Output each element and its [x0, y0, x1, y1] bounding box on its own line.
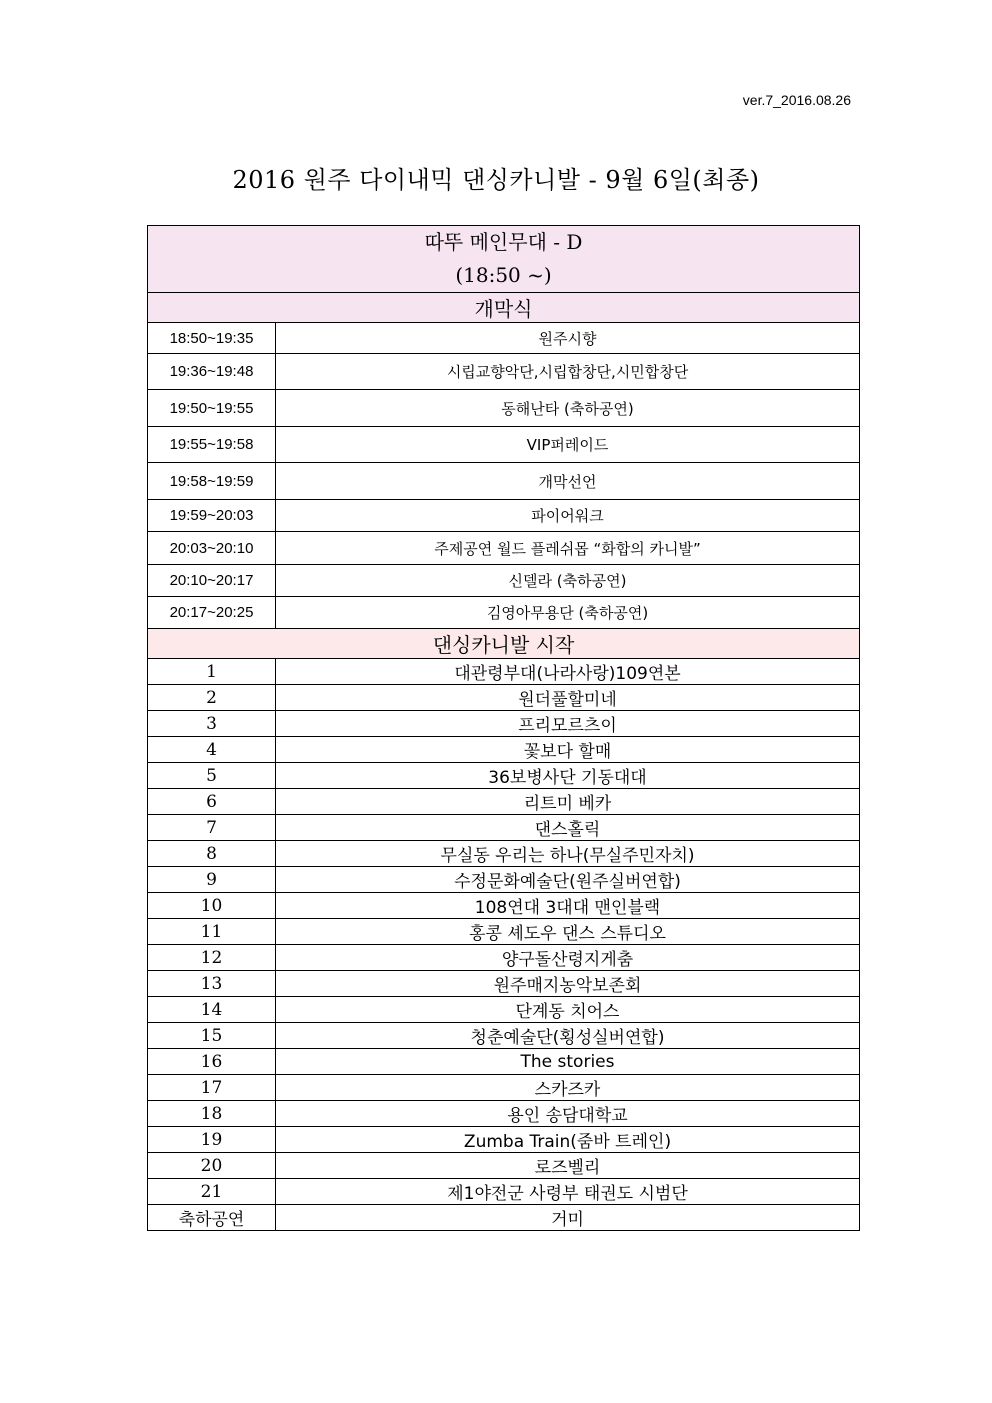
performance-team-cell: 36보병사단 기동대대 [276, 763, 860, 789]
performance-row [148, 659, 860, 685]
performance-row [148, 1101, 860, 1127]
opening-time-cell: 20:03~20:10 [148, 532, 276, 565]
performance-number-cell: 17 [148, 1075, 276, 1101]
performance-team-cell: 홍콩 셰도우 댄스 스튜디오 [276, 919, 860, 945]
document-title: 2016 원주 다이내믹 댄싱카니발 - 9월 6일(최종) [232, 166, 760, 194]
performance-number-cell: 14 [148, 997, 276, 1023]
performance-team-cell: 무실동 우리는 하나(무실주민자치) [276, 841, 860, 867]
opening-time-cell: 19:50~19:55 [148, 390, 276, 427]
performance-row [148, 685, 860, 711]
performance-row [148, 789, 860, 815]
performance-row [148, 1127, 860, 1153]
performance-number-cell: 6 [148, 789, 276, 815]
performance-number-cell: 8 [148, 841, 276, 867]
performance-team-cell: 로즈벨리 [276, 1153, 860, 1179]
stage-header-row [148, 226, 860, 293]
performance-team-cell: Zumba Train(줌바 트레인) [276, 1127, 860, 1153]
opening-row [148, 500, 860, 532]
performance-number-cell: 13 [148, 971, 276, 997]
performance-team-cell: 수정문화예술단(원주실버연합) [276, 867, 860, 893]
opening-event-cell: 개막선언 [276, 463, 860, 500]
opening-time-cell: 19:59~20:03 [148, 500, 276, 532]
performance-row [148, 997, 860, 1023]
opening-time-cell: 19:58~19:59 [148, 463, 276, 500]
performance-number-cell: 15 [148, 1023, 276, 1049]
stage-time: (18:50 ~) [455, 263, 552, 287]
performance-team-cell: 원더풀할미네 [276, 685, 860, 711]
opening-header-row [148, 293, 860, 323]
opening-event-cell: 신델라 (축하공연) [276, 565, 860, 597]
opening-row [148, 597, 860, 629]
opening-event-cell: 원주시향 [276, 323, 860, 354]
performance-number-cell: 12 [148, 945, 276, 971]
performance-number-cell: 9 [148, 867, 276, 893]
performance-team-cell: 대관령부대(나라사랑)109연본 [276, 659, 860, 685]
opening-row [148, 354, 860, 390]
performance-row [148, 1205, 860, 1231]
performance-row [148, 919, 860, 945]
performance-row [148, 1049, 860, 1075]
opening-row [148, 390, 860, 427]
performance-number-cell: 축하공연 [148, 1205, 276, 1231]
stage-name: 따뚜 메인무대 - D [424, 230, 583, 254]
performance-number-cell: 3 [148, 711, 276, 737]
stage-header-cell [148, 226, 860, 293]
performance-team-cell: 청춘예술단(횡성실버연합) [276, 1023, 860, 1049]
opening-time-cell: 20:10~20:17 [148, 565, 276, 597]
performance-team-cell: 프리모르츠이 [276, 711, 860, 737]
performance-row [148, 1179, 860, 1205]
opening-event-cell: 김영아무용단 (축하공연) [276, 597, 860, 629]
performance-number-cell: 7 [148, 815, 276, 841]
performance-row [148, 971, 860, 997]
performance-row [148, 763, 860, 789]
performance-row [148, 867, 860, 893]
performance-team-cell: 거미 [276, 1205, 860, 1231]
performance-number-cell: 20 [148, 1153, 276, 1179]
performance-row [148, 1153, 860, 1179]
performance-number-cell: 19 [148, 1127, 276, 1153]
performance-team-cell: 리트미 베카 [276, 789, 860, 815]
performance-team-cell: 108연대 3대대 맨인블랙 [276, 893, 860, 919]
performance-team-cell: 용인 송담대학교 [276, 1101, 860, 1127]
performance-team-cell: 꽃보다 할매 [276, 737, 860, 763]
opening-time-cell: 18:50~19:35 [148, 323, 276, 354]
opening-row [148, 565, 860, 597]
performance-team-cell: The stories [276, 1049, 860, 1075]
opening-event-cell: VIP퍼레이드 [276, 427, 860, 463]
performance-row [148, 1023, 860, 1049]
performance-team-cell: 양구돌산령지게춤 [276, 945, 860, 971]
performance-number-cell: 4 [148, 737, 276, 763]
performance-team-cell: 댄스홀릭 [276, 815, 860, 841]
carnival-header-row [148, 629, 860, 659]
performance-number-cell: 18 [148, 1101, 276, 1127]
performance-number-cell: 11 [148, 919, 276, 945]
version-label: ver.7_2016.08.26 [742, 92, 851, 108]
performance-number-cell: 2 [148, 685, 276, 711]
performance-number-cell: 10 [148, 893, 276, 919]
performance-team-cell: 스카즈카 [276, 1075, 860, 1101]
performance-row [148, 711, 860, 737]
schedule-table [147, 225, 860, 1231]
performance-number-cell: 21 [148, 1179, 276, 1205]
performance-row [148, 1075, 860, 1101]
carnival-heading: 댄싱카니발 시작 [148, 629, 860, 659]
performance-row [148, 815, 860, 841]
performance-row [148, 945, 860, 971]
opening-time-cell: 20:17~20:25 [148, 597, 276, 629]
performance-number-cell: 5 [148, 763, 276, 789]
performance-team-cell: 단계동 치어스 [276, 997, 860, 1023]
opening-row [148, 427, 860, 463]
performance-team-cell: 제1야전군 사령부 태권도 시범단 [276, 1179, 860, 1205]
performance-number-cell: 16 [148, 1049, 276, 1075]
performance-row [148, 893, 860, 919]
performance-row [148, 737, 860, 763]
opening-row [148, 532, 860, 565]
opening-row [148, 323, 860, 354]
opening-heading: 개막식 [148, 293, 860, 323]
performance-row [148, 841, 860, 867]
opening-event-cell: 시립교향악단,시립합창단,시민합창단 [276, 354, 860, 390]
opening-event-cell: 동해난타 (축하공연) [276, 390, 860, 427]
opening-event-cell: 주제공연 월드 플레쉬몹 “화합의 카니발” [276, 532, 860, 565]
opening-time-cell: 19:36~19:48 [148, 354, 276, 390]
opening-event-cell: 파이어워크 [276, 500, 860, 532]
opening-time-cell: 19:55~19:58 [148, 427, 276, 463]
opening-row [148, 463, 860, 500]
performance-number-cell: 1 [148, 659, 276, 685]
performance-team-cell: 원주매지농악보존회 [276, 971, 860, 997]
